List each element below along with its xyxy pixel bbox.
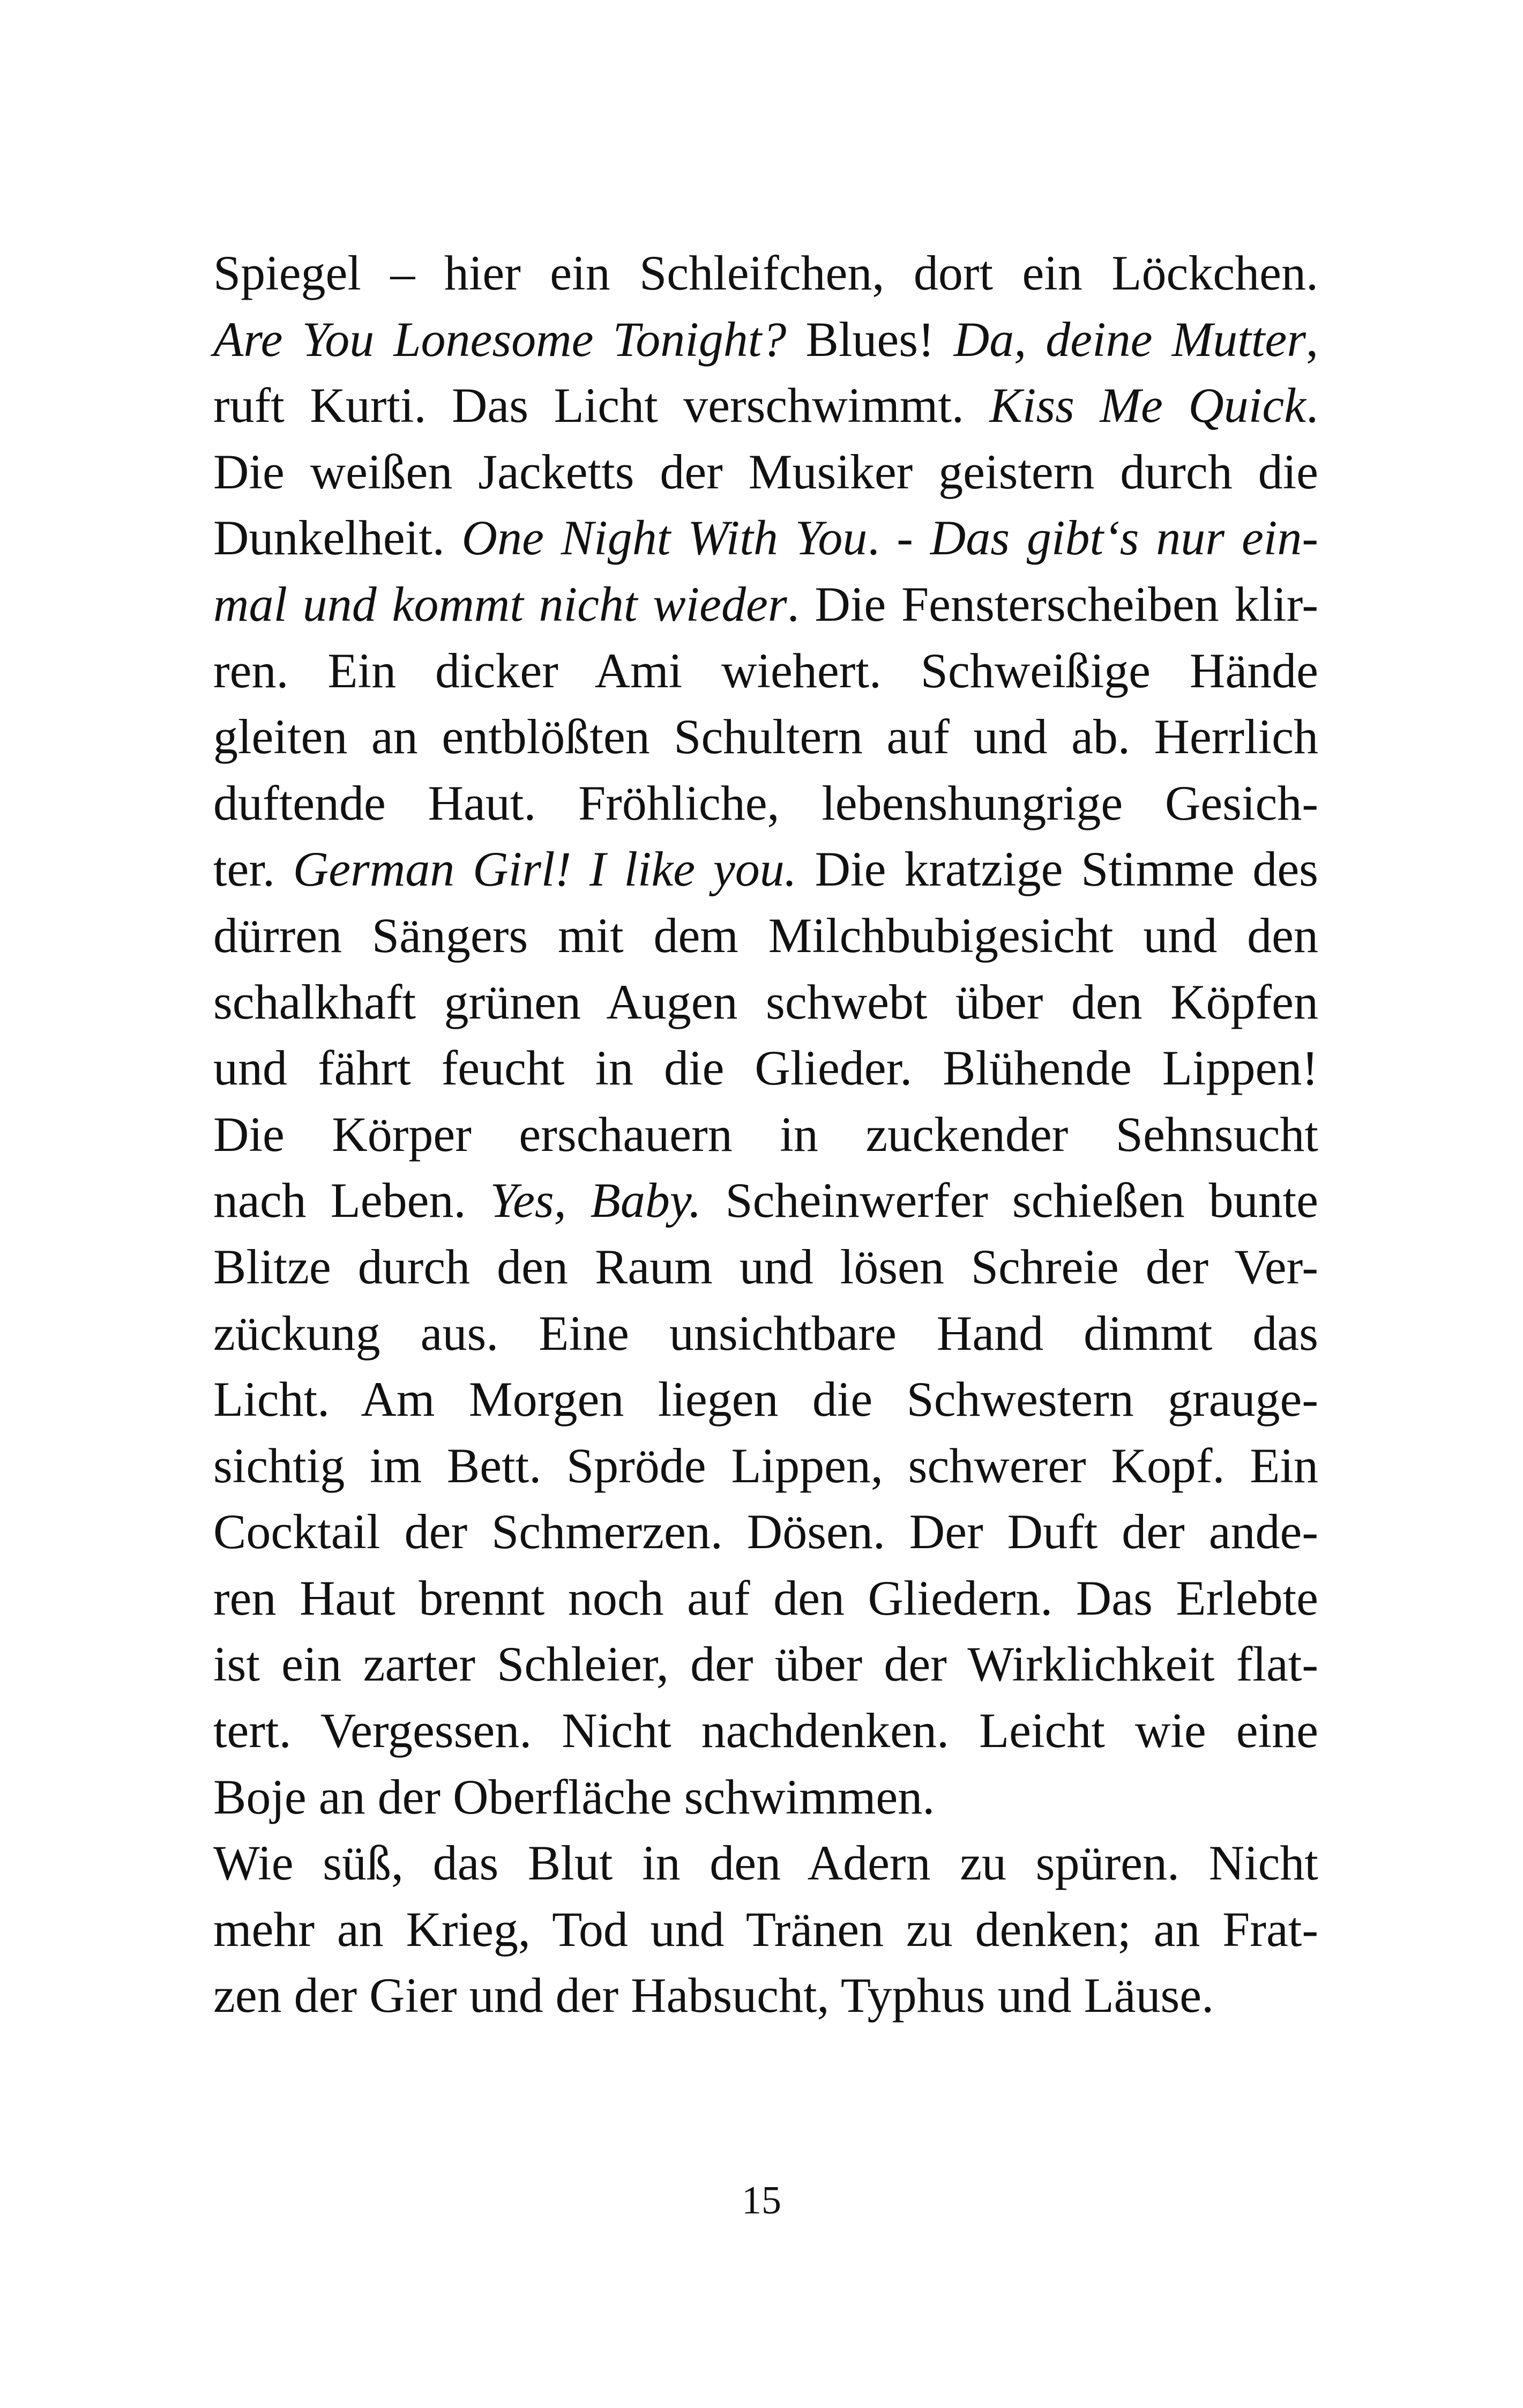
text-segment: zen der Gier und der Habsucht, Typhus und Läuse. xyxy=(213,1968,1214,2023)
text-line xyxy=(213,571,1318,638)
text-line xyxy=(213,1168,1318,1234)
text-segment: . Die Fensterscheiben klir- xyxy=(787,576,1319,631)
text-line xyxy=(213,704,1318,770)
text-line xyxy=(213,1565,1318,1632)
italic-text: Da, deine Mutter xyxy=(953,311,1307,367)
italic-text: Yes, Baby. xyxy=(490,1173,701,1228)
text-line xyxy=(213,1698,1318,1764)
text-segment: Wie süß, das Blut in den Adern zu spüren. Nicht xyxy=(213,1835,1318,1891)
text-line xyxy=(213,1897,1318,1963)
text-line xyxy=(213,1764,1318,1831)
text-line xyxy=(213,240,1318,307)
text-segment: tert. Vergessen. Nicht nachdenken. Leicht wie eine xyxy=(213,1703,1318,1758)
text-segment: ter. xyxy=(213,842,293,897)
text-segment: ruft Kurti. Das Licht verschwimmt. xyxy=(213,378,990,433)
text-line xyxy=(213,1366,1318,1433)
text-line xyxy=(213,1234,1318,1300)
text-segment: ren Haut brennt noch auf den Gliedern. Das Erlebte xyxy=(213,1570,1318,1625)
text-line xyxy=(213,373,1318,439)
text-line xyxy=(213,1433,1318,1499)
text-segment: Die kratzige Stimme des xyxy=(796,842,1318,897)
italic-text: mal und kommt nicht wieder xyxy=(213,576,787,631)
text-line xyxy=(213,1035,1318,1102)
text-line xyxy=(213,1300,1318,1367)
text-segment: Scheinwerfer schießen bunte xyxy=(701,1173,1318,1228)
text-line xyxy=(213,505,1318,571)
text-line xyxy=(213,307,1318,373)
text-segment: duftende Haut. Fröhliche, lebenshungrige Gesich- xyxy=(213,775,1318,830)
text-segment: Dunkelheit. xyxy=(213,510,462,566)
italic-text: Are You Lonesome Tonight? xyxy=(213,311,787,367)
text-segment: ren. Ein dicker Ami wiehert. Schweißige Hände xyxy=(213,643,1318,698)
italic-text: One Night With You xyxy=(461,510,868,566)
text-line xyxy=(213,836,1318,903)
text-segment: mehr an Krieg, Tod und Tränen zu denken; an Frat- xyxy=(213,1901,1318,1957)
text-segment: . xyxy=(867,510,897,566)
page-number: 15 xyxy=(742,2179,781,2223)
text-segment: Blues! xyxy=(786,311,954,367)
text-segment: schalkhaft grünen Augen schwebt über den Köpfen xyxy=(213,974,1318,1029)
text-line xyxy=(213,969,1318,1036)
text-segment: Die Körper erschauern in zuckender Sehnsucht xyxy=(213,1106,1318,1162)
text-line xyxy=(213,1830,1318,1897)
italic-text: - Das gibt‘s nur ein- xyxy=(897,510,1318,566)
text-line xyxy=(213,1102,1318,1168)
text-segment: dürren Sängers mit dem Milchbubigesicht und den xyxy=(213,908,1318,963)
text-line xyxy=(213,1499,1318,1565)
text-segment: zückung aus. Eine unsichtbare Hand dimmt das xyxy=(213,1305,1318,1361)
text-segment: Die weißen Jacketts der Musiker geistern durch die xyxy=(213,444,1318,499)
text-segment: , xyxy=(1306,311,1319,367)
body-text xyxy=(213,240,1318,2029)
text-segment: Spiegel – hier ein Schleifchen, dort ein Löckchen. xyxy=(213,246,1318,300)
text-segment: Boje an der Oberfläche schwimmen. xyxy=(213,1769,935,1824)
text-segment: ist ein zarter Schleier, der über der Wirklichkeit flat- xyxy=(213,1637,1318,1692)
text-segment: Blitze durch den Raum und lösen Schreie der Ver- xyxy=(213,1239,1318,1294)
text-segment: Cocktail der Schmerzen. Dösen. Der Duft der ande- xyxy=(213,1504,1318,1559)
text-segment: nach Leben. xyxy=(213,1173,490,1228)
text-line xyxy=(213,1631,1318,1698)
text-segment: und fährt feucht in die Glieder. Blühende Lippen! xyxy=(213,1041,1318,1096)
text-segment: gleiten an entblößten Schultern auf und ab. Herrlich xyxy=(213,709,1318,764)
text-segment: Licht. Am Morgen liegen die Schwestern graugе- xyxy=(213,1372,1318,1427)
text-line xyxy=(213,770,1318,837)
text-line xyxy=(213,1963,1318,2029)
italic-text: Kiss Me Quick xyxy=(989,378,1306,433)
text-line xyxy=(213,439,1318,506)
text-segment: . xyxy=(1306,378,1318,433)
text-line xyxy=(213,638,1318,704)
text-segment: sichtig im Bett. Spröde Lippen, schwerer Kopf. Ein xyxy=(213,1438,1318,1493)
italic-text: German Girl! I like you. xyxy=(293,842,797,897)
text-line xyxy=(213,903,1318,969)
